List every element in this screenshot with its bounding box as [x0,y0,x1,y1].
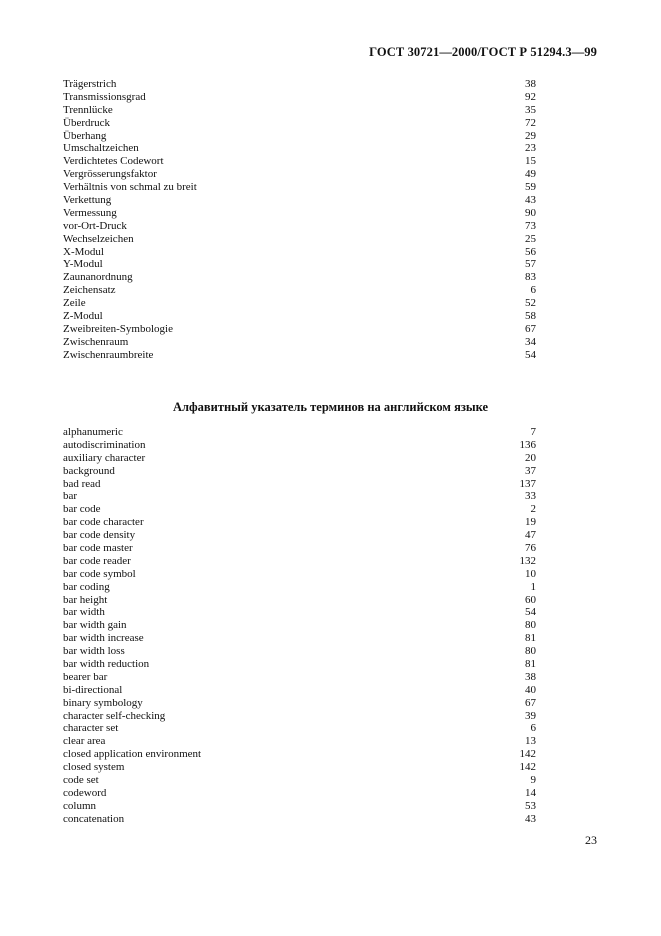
index-entry [63,658,536,671]
index-entry [63,349,536,362]
index-page-ref: 39 [525,709,536,722]
index-term: Umschaltzeichen [63,142,139,155]
index-page-ref: 7 [530,426,536,438]
index-term: bar width loss [63,645,125,658]
index-entry [63,336,536,349]
index-entry [63,426,536,439]
index-entry [63,748,536,761]
index-term: character set [63,722,119,735]
index-entry [63,246,536,259]
index-page-ref: 49 [525,168,536,181]
index-term: bar code symbol [63,567,136,580]
index-page-ref: 33 [525,490,536,503]
index-page-ref: 52 [525,297,536,310]
index-page-ref: 10 [525,567,536,580]
index-page-ref: 25 [525,232,536,245]
german-term-index [63,78,536,362]
index-entry [63,684,536,697]
index-term: bar code reader [63,554,131,567]
index-term: bar code density [63,529,136,542]
index-entry [63,697,536,710]
index-entry [63,310,536,323]
index-term: Verkettung [63,194,112,207]
index-term: bar width increase [63,632,144,645]
index-page-ref: 20 [525,451,536,464]
index-page-ref: 47 [525,529,536,542]
index-term: Zaunanordnung [63,271,133,284]
index-entry [63,671,536,684]
index-page-ref: 92 [525,90,536,103]
index-page-ref: 142 [519,761,536,774]
index-entry [63,207,536,220]
index-entry [63,297,536,310]
index-entry [63,568,536,581]
index-entry [63,606,536,619]
index-entry [63,117,536,130]
page-header: ГОСТ 30721—2000/ГОСТ Р 51294.3—99 [369,45,597,59]
index-term: bar width [63,606,105,619]
index-term: codeword [63,786,107,799]
index-term: bar coding [63,580,110,593]
index-page-ref: 56 [525,245,536,258]
index-page-ref: 137 [519,477,536,490]
index-term: closed application environment [63,748,202,761]
index-page-ref: 54 [525,348,536,361]
index-entry [63,168,536,181]
index-term: Transmissionsgrad [63,90,146,103]
index-entry [63,452,536,465]
index-entry [63,258,536,271]
index-page-ref: 9 [530,774,536,787]
index-page-ref: 142 [519,748,536,761]
index-entry [63,787,536,800]
index-term: Vermessung [63,206,117,219]
index-term: bi-directional [63,683,123,696]
index-term: bar width gain [63,619,127,632]
index-page-ref: 43 [525,812,536,825]
index-page-ref: 72 [525,116,536,129]
index-entry [63,761,536,774]
english-index-heading: Алфавитный указатель терминов на английском языке [172,400,489,414]
index-term: Vergrösserungsfaktor [63,168,157,181]
index-entry [63,710,536,723]
page-number: 23 [585,833,597,847]
index-page-ref: 54 [525,606,536,619]
index-page-ref: 1 [530,580,536,593]
index-entry [63,813,536,826]
index-term: Verhältnis von schmal zu breit [63,181,197,194]
index-term: Y-Modul [63,258,103,271]
index-term: Zweibreiten-Symbologie [63,322,173,335]
index-term: Verdichtetes Codewort [63,155,164,168]
index-page-ref: 2 [530,503,536,516]
index-term: Zeichensatz [63,284,116,297]
index-page-ref: 83 [525,271,536,284]
index-page-ref: 80 [525,619,536,632]
index-page-ref: 29 [525,129,536,142]
index-term: Wechselzeichen [63,232,134,245]
index-entry [63,194,536,207]
index-page-ref: 40 [525,683,536,696]
index-entry [63,594,536,607]
index-page-ref: 67 [525,696,536,709]
index-term: Zwischenraumbreite [63,348,154,361]
index-entry [63,632,536,645]
index-page-ref: 136 [519,438,536,451]
index-entry [63,233,536,246]
index-term: autodiscrimination [63,438,146,451]
index-page-ref: 19 [525,516,536,529]
index-entry [63,465,536,478]
index-page-ref: 6 [530,284,536,297]
index-page-ref: 15 [525,155,536,168]
index-term: alphanumeric [63,426,123,438]
index-page-ref: 90 [525,206,536,219]
index-term: bearer bar [63,670,108,683]
index-entry [63,181,536,194]
index-term: background [63,464,115,477]
index-term: Zeile [63,297,86,310]
index-term: bar width reduction [63,658,150,671]
index-entry [63,542,536,555]
index-entry [63,774,536,787]
index-entry [63,645,536,658]
index-page-ref: 53 [525,799,536,812]
index-term: clear area [63,735,106,748]
index-term: bar code character [63,516,144,529]
index-entry [63,619,536,632]
index-entry [63,142,536,155]
index-entry [63,220,536,233]
index-entry [63,800,536,813]
index-entry [63,478,536,491]
index-page-ref: 6 [530,722,536,735]
index-entry [63,503,536,516]
index-term: Trennlücke [63,103,113,116]
index-entry [63,735,536,748]
index-entry [63,722,536,735]
index-page-ref: 81 [525,632,536,645]
index-page-ref: 73 [525,219,536,232]
index-page-ref: 58 [525,310,536,323]
index-page-ref: 13 [525,735,536,748]
index-term: Trägerstrich [63,78,117,90]
index-term: code set [63,774,99,787]
index-term: concatenation [63,812,125,825]
index-term: auxiliary character [63,451,146,464]
index-page-ref: 37 [525,464,536,477]
english-term-index [63,426,536,826]
index-entry [63,323,536,336]
index-page-ref: 132 [519,554,536,567]
index-entry [63,155,536,168]
index-term: X-Modul [63,245,104,258]
index-page-ref: 59 [525,181,536,194]
index-entry [63,104,536,117]
index-term: character self-checking [63,709,166,722]
index-term: Z-Modul [63,310,103,323]
index-term: Überhang [63,129,107,142]
index-term: closed system [63,761,125,774]
index-term: bad read [63,477,101,490]
index-entry [63,516,536,529]
index-term: column [63,799,96,812]
index-entry [63,91,536,104]
index-page-ref: 76 [525,542,536,555]
index-term: Überdruck [63,116,111,129]
index-entry [63,555,536,568]
index-page-ref: 60 [525,593,536,606]
index-term: bar code master [63,542,133,555]
index-entry [63,529,536,542]
index-page-ref: 34 [525,335,536,348]
index-page-ref: 81 [525,658,536,671]
index-term: bar code [63,503,101,516]
index-entry [63,581,536,594]
index-entry [63,271,536,284]
index-page-ref: 67 [525,322,536,335]
index-page-ref: 38 [525,78,536,90]
index-term: vor-Ort-Druck [63,219,127,232]
index-entry [63,78,536,91]
index-page-ref: 80 [525,645,536,658]
index-term: bar height [63,593,108,606]
index-page-ref: 43 [525,194,536,207]
index-term: bar [63,490,78,503]
index-term: binary symbology [63,696,143,709]
index-page-ref: 23 [525,142,536,155]
index-page-ref: 57 [525,258,536,271]
index-entry [63,439,536,452]
index-entry [63,130,536,143]
index-page-ref: 35 [525,103,536,116]
index-entry [63,490,536,503]
index-page-ref: 38 [525,670,536,683]
index-entry [63,284,536,297]
index-term: Zwischenraum [63,335,129,348]
index-page-ref: 14 [525,786,536,799]
